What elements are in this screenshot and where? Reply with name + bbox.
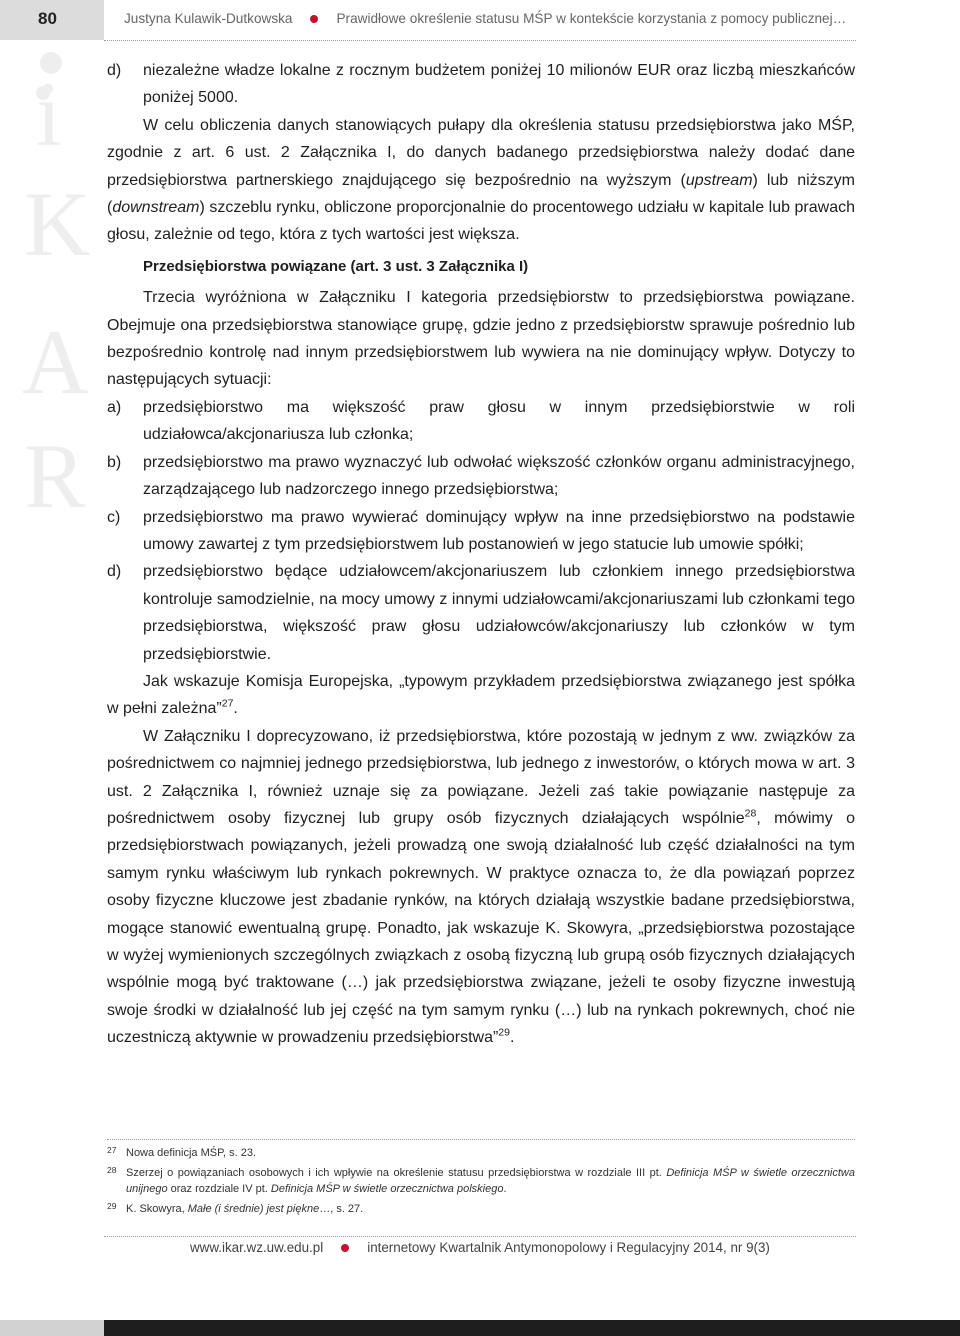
footnote-reference[interactable]: 29 — [498, 1026, 510, 1039]
brand-letter-k: K — [24, 173, 91, 275]
page-number-box — [0, 0, 104, 40]
running-header — [124, 11, 847, 26]
footer-url[interactable]: www.ikar.wz.uw.edu.pl — [190, 1240, 324, 1255]
list-item-label: d) — [107, 563, 122, 581]
page-number: 80 — [38, 9, 57, 28]
article-body — [107, 57, 855, 1052]
paragraph: Trzecia wyróżniona w Załączniku I kategoria przedsiębiorstw to przedsiębiorstwa powiązane. Obejmuje ona przedsiębiorstwa stanowiące grupę, gdzie jedno z przedsiębiorstw sprawuje pośrednio lub bezpośrednio kontrolę nad innym przedsiębiorstwem lub wywiera na nie dominujący wpływ. Dotyczy to następujących sytuacji: — [107, 289, 855, 389]
footnote — [107, 1145, 855, 1161]
list-item — [107, 57, 855, 112]
footnote-divider — [107, 1139, 855, 1140]
footnote — [107, 1165, 855, 1197]
footnote-text: . — [503, 1183, 507, 1195]
list-item — [107, 449, 855, 504]
paragraph-text: W celu obliczenia danych stanowiących pułapy dla określenia statusu przedsiębiorstwa jako MŚP, zgodnie z art. 6 ust. 2 Załącznika I, do danych badanego przedsiębiorstwa należy dodać dane przedsiębiorstwa partnerskiego znajdującego się bezpośrednio na wyższym ( — [107, 116, 855, 189]
brand-letter-a: A — [22, 311, 89, 413]
bottom-margin-strip — [0, 1320, 104, 1336]
paragraph-text: Jak wskazuje Komisja Europejska, „typowym przykładem przedsiębiorstwa związanego jest spółka w pełni zależna” — [107, 672, 855, 718]
paragraph-text: , mówimy o przedsiębiorstwach powiązanych, jeżeli prowadzą one swoją działalność lub część działalności na tym samym rynku właściwym lub rynkach pokrewnych. W praktyce oznacza to, że dla powiązań poprzez osoby fizyczne kluczowe jest zbadanie rynków, na których działają wszystkie badane przedsiębiorstwa, mogące stanowić ewentualną grupę. Ponadto, jak wskazuje K. Skowyra, „przedsiębiorstwa pozostające w wyżej wymienionych szczególnych związkach z osobą fizyczną lub grupą osób fizycznych działających wspólnie mogą być traktowane (…) jak przedsiębiorstwa związane, jeżeli te osoby fizyczne inwestują swoje środki w działalność lub jej część na tym samym rynku (…) lub na rynkach pokrewnych, choć nie uczestniczą aktywnie w prowadzeniu przedsiębiorstwa” — [107, 809, 855, 1047]
footnote — [107, 1201, 855, 1217]
paragraph-text: ) szczeblu rynku, obliczone proporcjonalnie do procentowego udziału w kapitale lub prawach głosu, zależnie od tego, która z tych wartości jest większa. — [107, 199, 855, 244]
paragraph-text: ) lub niższym ( — [107, 171, 855, 217]
section-subheading: Przedsiębiorstwa powiązane (art. 3 ust. 3 Załącznika I) — [143, 257, 529, 275]
list-item-text: przedsiębiorstwo ma prawo wyznaczyć lub odwołać większość członków organu administracyjnego, zarządzającego lub nadzorczego innego przedsiębiorstwa; — [143, 453, 855, 499]
footnote-number: 27 — [107, 1145, 117, 1155]
footnote-number: 28 — [107, 1165, 117, 1175]
footnote-text: K. Skowyra, — [126, 1203, 188, 1215]
list-item-text: przedsiębiorstwo ma większość praw głosu w innym przedsiębiorstwie w roli udziałowca/akcjonariusza lub członka; — [143, 398, 855, 444]
bullet-dot-icon — [310, 15, 318, 23]
list-item — [107, 558, 855, 668]
footnote-text: …, s. 27. — [319, 1203, 364, 1215]
header-title: Prawidłowe określenie statusu MŚP w kontekście korzystania z pomocy publicznej… — [336, 11, 847, 26]
footer-journal: internetowy Kwartalnik Antymonopolowy i Regulacyjny 2014, nr 9(3) — [367, 1240, 770, 1255]
footnote-reference[interactable]: 27 — [221, 698, 234, 711]
term-upstream: upstream — [685, 171, 753, 189]
footnote-text: Szerzej o powiązaniach osobowych i ich wpływie na określenie statusu przedsiębiorstwa w rozdziale III pt. — [126, 1167, 667, 1179]
footnote-title: Definicja MŚP w świetle orzecznictwa polskiego — [270, 1183, 504, 1195]
footnote-text: Nowa definicja MŚP, s. 23. — [126, 1147, 257, 1159]
paragraph-text: . — [509, 1029, 515, 1047]
list-item-label: a) — [107, 398, 122, 416]
footnote-title: Definicja MŚP w świetle orzecznictwa unijnego — [126, 1167, 855, 1195]
footnote-reference[interactable]: 28 — [744, 807, 757, 820]
paragraph-text: W Załączniku I doprecyzowano, iż przedsiębiorstwa, które pozostają w jednym z ww. związków za pośrednictwem co najmniej jednego przedsiębiorstwa, lub jednego z inwestorów, o których mowa w art. 3 ust. 2 Załącznika I, również uznaje się za powiązane. Jeżeli zaś takie powiązanie następuje za pośrednictwem osoby fizycznej lub grupy osób fizycznych działających wspólnie — [107, 727, 855, 827]
footnote-number: 29 — [107, 1201, 117, 1211]
term-downstream: downstream — [112, 199, 200, 217]
paragraph — [107, 723, 855, 1052]
footnote-title: Małe (i średnie) jest piękne — [187, 1203, 320, 1215]
header-divider — [104, 40, 856, 41]
list-item-text: przedsiębiorstwo ma prawo wywierać dominujący wpływ na inne przedsiębiorstwo na podstawie umowy zawartej z tym przedsiębiorstwem lub postanowień w jego statucie lub umowie spółki; — [143, 508, 855, 553]
footnotes — [107, 1145, 855, 1221]
paragraph — [107, 112, 855, 249]
list-item-text: przedsiębiorstwo będące udziałowcem/akcjonariuszem lub członkiem innego przedsiębiorstwa kontroluje samodzielnie, na mocy umowy z innymi udziałowcami/akcjonariuszami lub członkami tego przedsiębiorstwa, większość praw głosu udziałowców/akcjonariuszy lub członków w tym przedsiębiorstwie. — [143, 563, 855, 663]
footer-divider — [104, 1236, 856, 1237]
list-item — [107, 394, 855, 449]
footnote-text: oraz rozdziale IV pt. — [167, 1183, 271, 1195]
list-item-label: c) — [107, 508, 121, 526]
bottom-bar — [104, 1320, 960, 1336]
list-item — [107, 504, 855, 559]
list-item-label: b) — [107, 453, 122, 471]
header-author: Justyna Kulawik-Dutkowska — [124, 11, 293, 26]
brand-letter-r: R — [24, 425, 86, 527]
brand-letter-i: i — [36, 63, 62, 165]
running-footer — [190, 1240, 770, 1255]
bullet-dot-icon — [341, 1244, 349, 1252]
paragraph — [107, 668, 855, 723]
list-item-text: niezależne władze lokalne z rocznym budżetem poniżej 10 milionów EUR oraz liczbą mieszkańców poniżej 5000. — [143, 62, 855, 107]
paragraph-text: . — [233, 700, 238, 718]
list-item-label: d) — [107, 62, 122, 79]
